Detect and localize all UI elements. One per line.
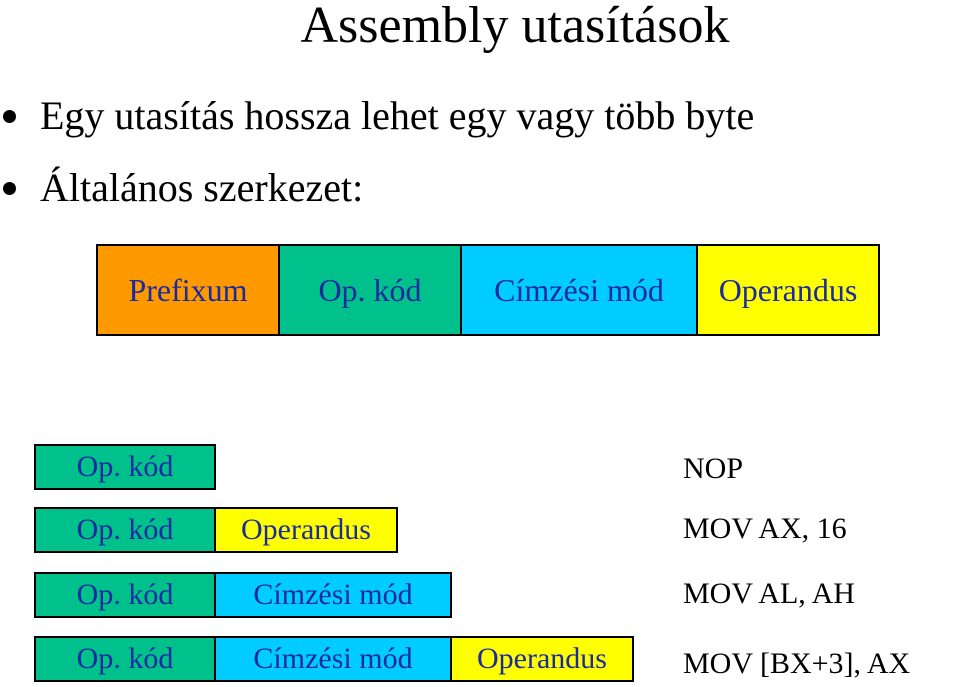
bullet-item — [0, 92, 754, 140]
opcode-field: Op. kód — [278, 244, 462, 336]
addressing-mode-field: Címzési mód — [460, 244, 698, 336]
example-opcode-field: Op. kód — [34, 507, 216, 553]
example-opcode-field: Op. kód — [34, 572, 216, 618]
example-instruction: MOV [BX+3], AX — [683, 647, 911, 680]
page-title: Assembly utasítások — [300, 0, 730, 54]
bullet-text: Egy utasítás hossza lehet egy vagy több byte — [40, 93, 755, 138]
bullet-text: Általános szerkezet: — [40, 165, 364, 210]
example-opcode-field: Op. kód — [34, 636, 216, 682]
example-instruction: NOP — [683, 452, 744, 485]
operand-field: Operandus — [696, 244, 880, 336]
example-instruction: MOV AX, 16 — [683, 512, 847, 545]
example-operand-field: Operandus — [450, 636, 634, 682]
prefix-field: Prefixum — [96, 244, 280, 336]
example-opcode-field: Op. kód — [34, 444, 216, 490]
bullet-dot-icon — [3, 182, 16, 195]
example-addressing-mode-field: Címzési mód — [214, 572, 452, 618]
example-operand-field: Operandus — [214, 507, 398, 553]
bullet-dot-icon — [3, 110, 16, 123]
bullet-item — [0, 164, 754, 212]
example-addressing-mode-field: Címzési mód — [214, 636, 452, 682]
bullet-list — [0, 92, 754, 236]
example-instruction: MOV AL, AH — [683, 577, 855, 610]
